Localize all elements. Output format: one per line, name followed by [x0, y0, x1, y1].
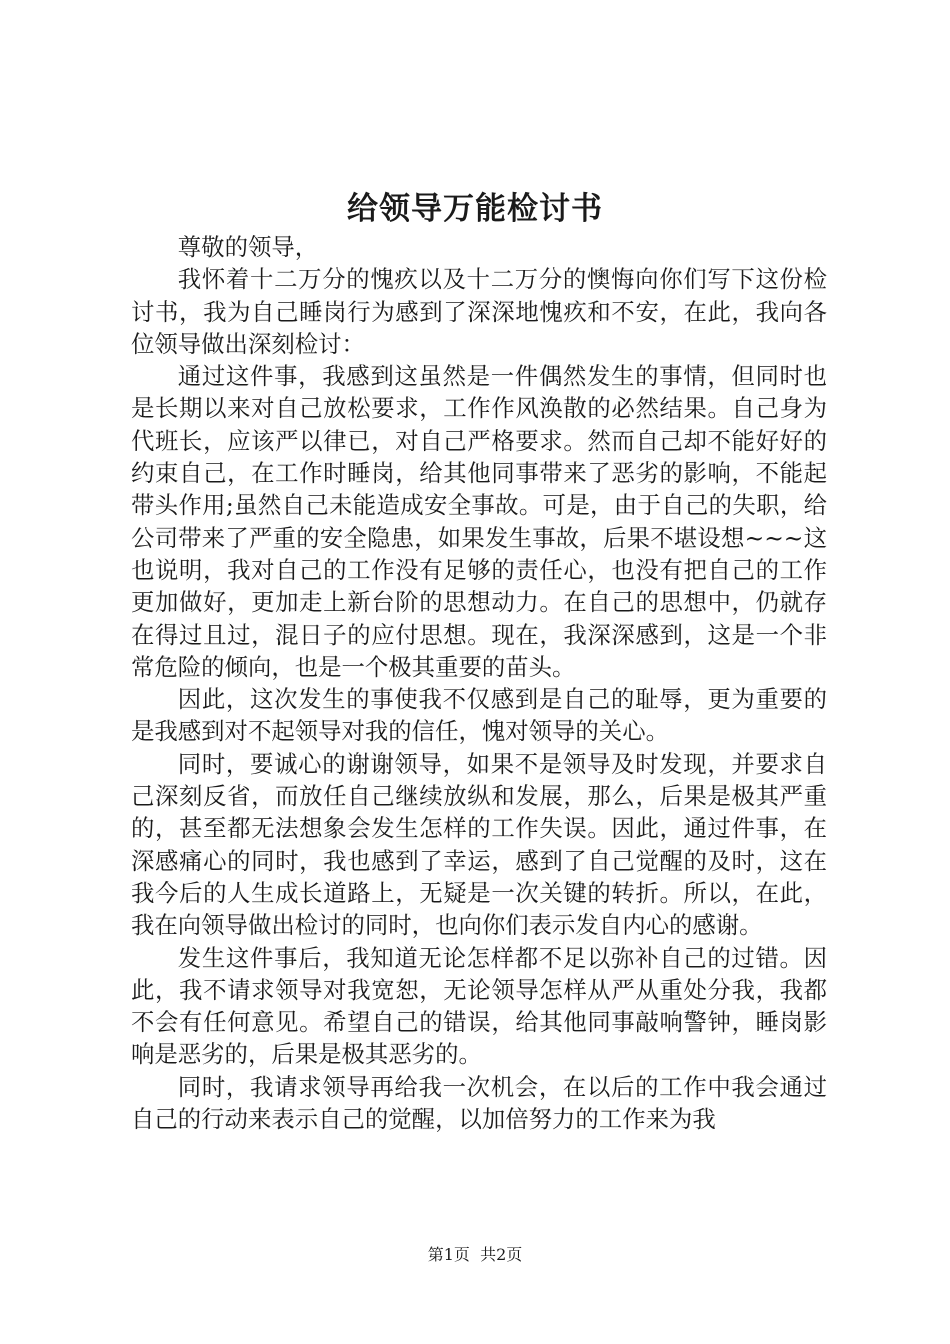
- paragraph: 我怀着十二万分的愧疚以及十二万分的懊悔向你们写下这份检讨书，我为自己睡岗行为感到了深深地愧疚和不安，在此，我向各位领导做出深刻检讨：: [131, 265, 827, 358]
- document-title: 给领导万能检讨书: [347, 191, 603, 227]
- paragraph: 因此，这次发生的事使我不仅感到是自己的耻辱，更为重要的是我感到对不起领导对我的信任，愧对领导的关心。: [131, 685, 827, 746]
- page-number: 第1页: [427, 1245, 470, 1264]
- paragraph: 同时，我请求领导再给我一次机会，在以后的工作中我会通过自己的行动来表示自己的觉醒，以加倍努力的工作来为我: [131, 1072, 827, 1134]
- salutation: 尊敬的领导，: [177, 233, 319, 261]
- page-total: 共2页: [480, 1245, 523, 1264]
- page-footer: [0, 1240, 950, 1270]
- document-body: [131, 231, 827, 1135]
- paragraph: 同时，要诚心的谢谢领导，如果不是领导及时发现，并要求自己深刻反省，而放任自己继续放纵和发展，那么，后果是极其严重的，甚至都无法想象会发生怎样的工作失误。因此，通过件事，在深感痛心的同时，我也感到了幸运，感到了自己觉醒的及时，这在我今后的人生成长道路上，无疑是一次关键的转折。所以，在此，我在向领导做出检讨的同时，也向你们表示发自内心的感谢。: [131, 749, 827, 940]
- paragraph: 发生这件事后，我知道无论怎样都不足以弥补自己的过错。因此，我不请求领导对我宽恕，无论领导怎样从严从重处分我，我都不会有任何意见。希望自己的错误，给其他同事敲响警钟，睡岗影响是恶劣的，后果是极其恶劣的。: [131, 943, 827, 1069]
- paragraph: 通过这件事，我感到这虽然是一件偶然发生的事情，但同时也是长期以来对自己放松要求，工作作风涣散的必然结果。自己身为代班长，应该严以律已，对自己严格要求。然而自己却不能好好的约束自己，在工作时睡岗，给其他同事带来了恶劣的影响，不能起带头作用;虽然自己未能造成安全事故。可是，由于自己的失职，给公司带来了严重的安全隐患，如果发生事故，后果不堪设想~~~这也说明，我对自己的工作没有足够的责任心，也没有把自己的工作更加做好，更加走上新台阶的思想动力。在自己的思想中，仍就存在得过且过，混日子的应付思想。现在，我深深感到，这是一个非常危险的倾向，也是一个极其重要的苗头。: [131, 362, 827, 681]
